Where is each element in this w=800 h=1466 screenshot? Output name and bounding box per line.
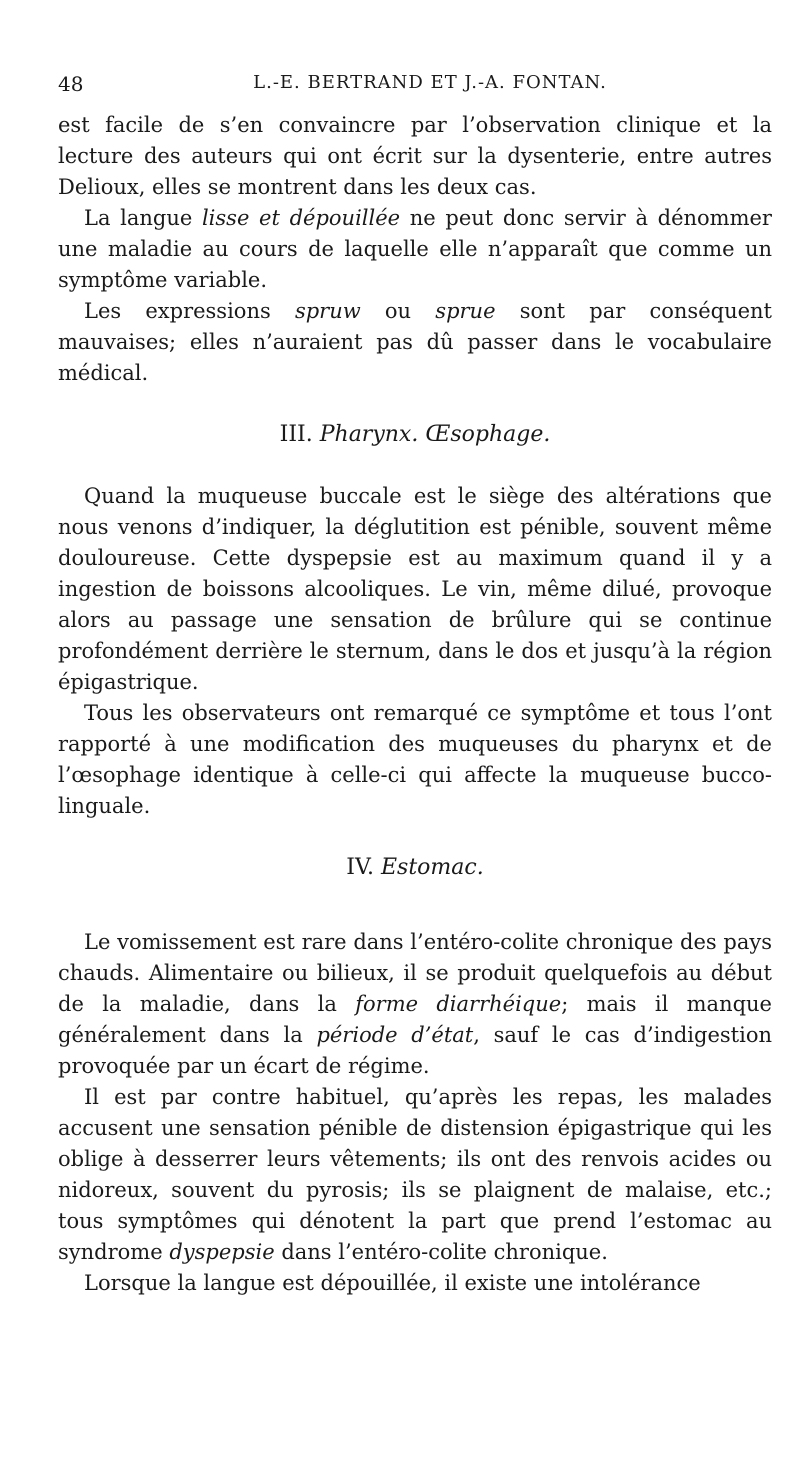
- italic-run: lisse et dépouillée: [201, 206, 401, 230]
- paragraph-8: Lorsque la langue est dépouillée, il existe une intolérance: [84, 1271, 701, 1295]
- italic-run: période d’état: [316, 1023, 474, 1047]
- text-run: Les expressions: [84, 299, 295, 323]
- italic-run: dyspepsie: [169, 1240, 275, 1264]
- text-run: Il est par contre habituel, qu’après les repas, les malades accusent une sensation pénible de distension épigastrique qui les oblige à desserrer leurs vêtements; ils ont des renvois acides ou nidoreux, souvent du pyrosis; ils se plaignent de malaise, etc.; tous symptômes qui dénotent la part que prend l’estomac au syndrome: [58, 1085, 772, 1264]
- text-run: sont par conséquent mauvaises; elles n’auraient pas dû passer dans le vocabulaire médical.: [58, 299, 772, 385]
- section-title: Estomac.: [380, 855, 484, 880]
- text-run: dans l’entéro-colite chronique.: [274, 1240, 608, 1264]
- text-run: , sauf le cas d’indigestion provoquée par un écart de régime.: [58, 1023, 772, 1078]
- text-run: ne peut donc servir à dénommer une maladie au cours de laquelle elle n’apparaît que comme un symptôme variable.: [58, 206, 772, 292]
- paragraph-5: Tous les observateurs ont remarqué ce symptôme et tous l’ont rapporté à une modification des muqueuses du pharynx et de l’œsophage identique à celle-ci qui affecte la muqueuse bucco-linguale.: [58, 701, 772, 818]
- text-run: La langue: [84, 206, 202, 230]
- page-number: 48: [58, 72, 84, 96]
- italic-run: forme diarrhéique: [355, 992, 562, 1016]
- running-title: L.-E. BERTRAND ET J.-A. FONTAN.: [253, 72, 607, 93]
- text-run: Le vomissement est rare dans l’entéro-colite chronique des pays chauds. Alimentaire ou bilieux, il se produit quelquefois au début de la maladie, dans la: [58, 930, 772, 1016]
- italic-run: spruw: [294, 299, 361, 323]
- section-title: Pharynx. Œsophage.: [319, 422, 551, 447]
- text-run: ; mais il manque généralement dans la: [58, 992, 772, 1047]
- body-text: [58, 110, 772, 1299]
- paragraph-4: Quand la muqueuse buccale est le siège des altérations que nous venons d’indiquer, la déglutition est pénible, souvent même douloureuse. Cette dyspepsie est au maximum quand il y a ingestion de boissons alcooliques. Le vin, même dilué, provoque alors au passage une sensation de brûlure qui se continue profondément derrière le sternum, dans le dos et jusqu’à la région épigastrique.: [58, 484, 772, 694]
- running-head: [58, 72, 772, 100]
- paragraph-7: [58, 1082, 772, 1268]
- section-heading-pharynx: [58, 419, 772, 450]
- paragraph-2: [58, 203, 772, 296]
- text-run: ou: [360, 299, 436, 323]
- italic-run: sprue: [435, 299, 496, 323]
- paragraph-6: [58, 927, 772, 1082]
- paragraph-3: [58, 296, 772, 389]
- section-numeral: IV.: [346, 855, 381, 880]
- paragraph-1: est facile de s’en convaincre par l’observation clinique et la lecture des auteurs qui ont écrit sur la dysenterie, entre autres Delioux, elles se montrent dans les deux cas.: [58, 113, 772, 199]
- section-numeral: III.: [279, 422, 320, 447]
- section-heading-estomac: [58, 852, 772, 883]
